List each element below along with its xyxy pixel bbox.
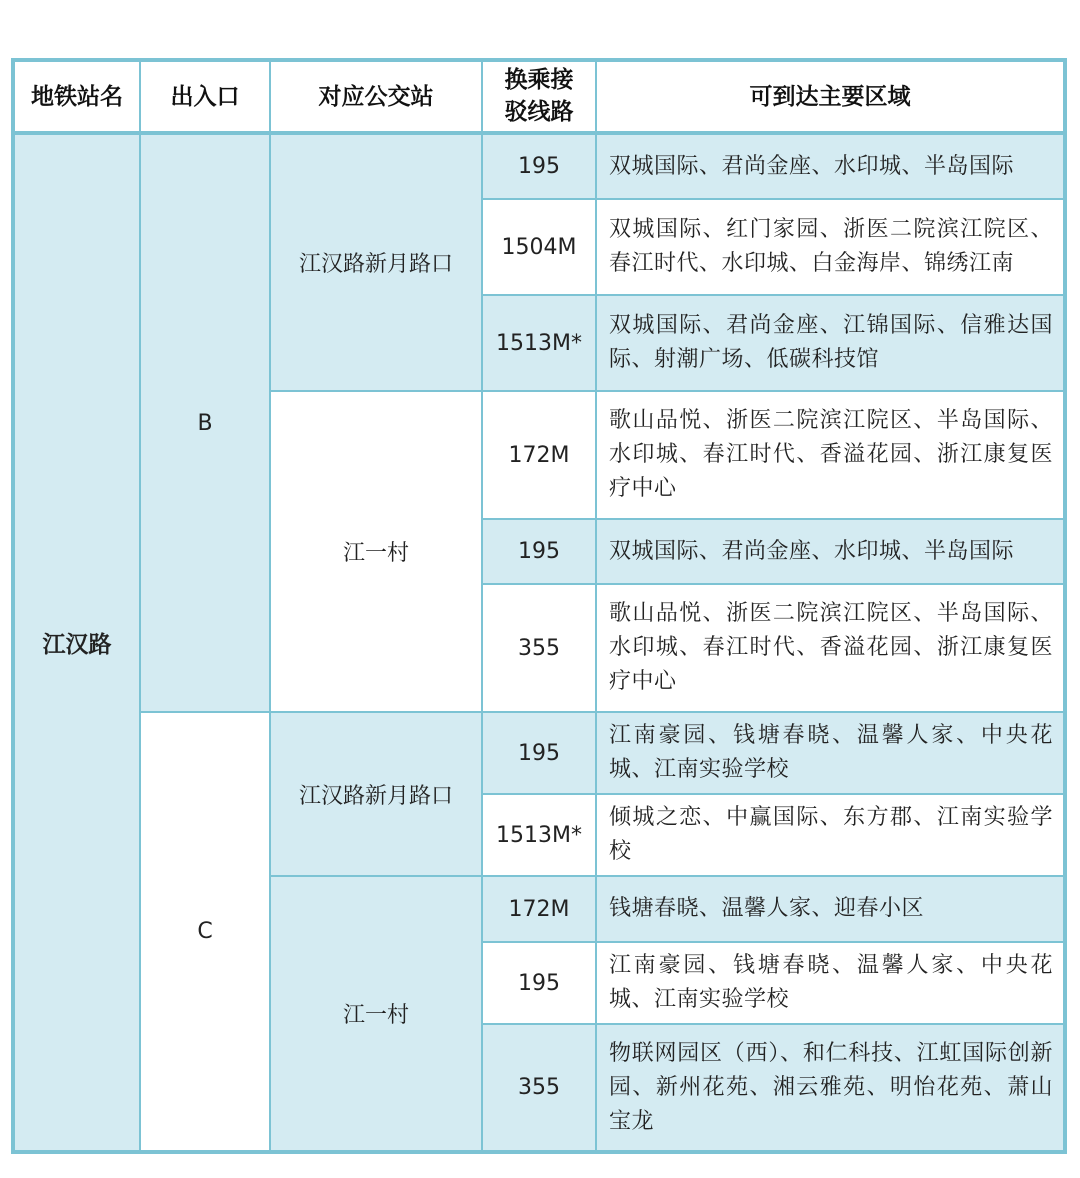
exit-b-cell: B	[140, 133, 270, 712]
area-cell: 双城国际、君尚金座、水印城、半岛国际	[596, 133, 1064, 199]
header-station: 地铁站名	[14, 61, 140, 133]
transfer-table-container	[11, 58, 1067, 1154]
station-name-cell: 江汉路	[14, 133, 140, 1151]
route-cell: 195	[482, 519, 596, 584]
route-cell: 1513M*	[482, 295, 596, 391]
route-cell: 1504M	[482, 199, 596, 295]
area-cell: 钱塘春晓、温馨人家、迎春小区	[596, 876, 1064, 942]
area-cell: 江南豪园、钱塘春晓、温馨人家、中央花城、江南实验学校	[596, 942, 1064, 1024]
area-cell: 双城国际、君尚金座、江锦国际、信雅达国际、射潮广场、低碳科技馆	[596, 295, 1064, 391]
header-route-label	[497, 64, 581, 128]
route-cell: 355	[482, 584, 596, 712]
header-exit: 出入口	[140, 61, 270, 133]
header-bus-stop: 对应公交站	[270, 61, 482, 133]
bus-stop-b1-cell: 江汉路新月路口	[270, 133, 482, 391]
area-cell: 物联网园区（西）、和仁科技、江虹国际创新园、新州花苑、湘云雅苑、明怡花苑、萧山宝龙	[596, 1024, 1064, 1151]
route-cell: 195	[482, 133, 596, 199]
area-cell: 双城国际、君尚金座、水印城、半岛国际	[596, 519, 1064, 584]
route-cell: 172M	[482, 876, 596, 942]
header-area: 可到达主要区域	[596, 61, 1064, 133]
bus-stop-c1-cell: 江汉路新月路口	[270, 712, 482, 876]
route-cell: 195	[482, 712, 596, 794]
route-cell: 1513M*	[482, 794, 596, 876]
area-cell: 双城国际、红门家园、浙医二院滨江院区、春江时代、水印城、白金海岸、锦绣江南	[596, 199, 1064, 295]
table-row	[14, 133, 1064, 199]
header-route-line1: 换乘接	[504, 67, 574, 93]
table-row	[14, 712, 1064, 794]
route-cell: 172M	[482, 391, 596, 519]
header-route-line2: 驳线路	[504, 99, 574, 125]
bus-stop-b2-cell: 江一村	[270, 391, 482, 712]
header-row	[14, 61, 1064, 133]
route-cell: 355	[482, 1024, 596, 1151]
exit-c-cell: C	[140, 712, 270, 1151]
route-cell: 195	[482, 942, 596, 1024]
area-cell: 歌山品悦、浙医二院滨江院区、半岛国际、水印城、春江时代、香溢花园、浙江康复医疗中心	[596, 584, 1064, 712]
area-cell: 江南豪园、钱塘春晓、温馨人家、中央花城、江南实验学校	[596, 712, 1064, 794]
header-route	[482, 61, 596, 133]
bus-stop-c2-cell: 江一村	[270, 876, 482, 1151]
transfer-table	[13, 60, 1065, 1152]
area-cell: 歌山品悦、浙医二院滨江院区、半岛国际、水印城、春江时代、香溢花园、浙江康复医疗中心	[596, 391, 1064, 519]
area-cell: 倾城之恋、中赢国际、东方郡、江南实验学校	[596, 794, 1064, 876]
